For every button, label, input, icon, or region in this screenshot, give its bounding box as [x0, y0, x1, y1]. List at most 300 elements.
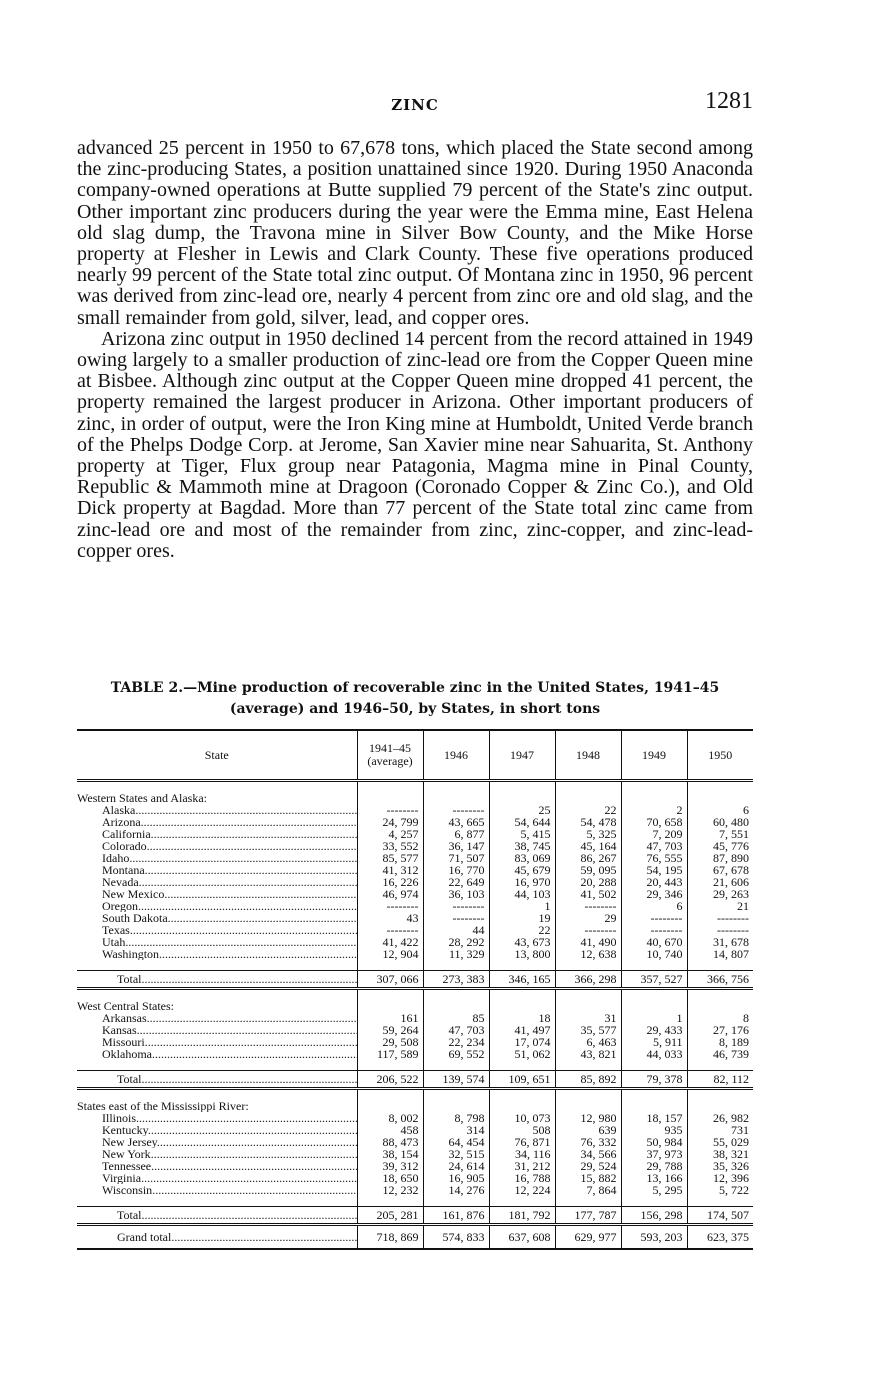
- value-cell: 14, 807: [687, 948, 753, 960]
- state-name: [77, 804, 357, 816]
- value-cell: 2: [621, 804, 687, 816]
- value-cell: --------: [423, 900, 489, 912]
- spacer-cell: [687, 781, 753, 793]
- spacer-cell: [687, 989, 753, 1001]
- state-name: [77, 948, 357, 960]
- value-cell: 29: [555, 912, 621, 924]
- spacer-cell: [357, 1060, 423, 1071]
- empty-cell: [357, 792, 423, 804]
- value-cell: 6: [621, 900, 687, 912]
- table-row: [77, 1184, 753, 1196]
- table-caption: [77, 678, 753, 720]
- value-cell: 36, 147: [423, 840, 489, 852]
- state-name: [77, 1024, 357, 1036]
- value-cell: 38, 321: [687, 1148, 753, 1160]
- value-cell: 8, 798: [423, 1112, 489, 1124]
- value-cell: 36, 103: [423, 888, 489, 900]
- total-label-text: Total .....: [117, 1071, 357, 1087]
- value-cell: 41, 312: [357, 864, 423, 876]
- value-cell: 54, 195: [621, 864, 687, 876]
- value-cell: 54, 478: [555, 816, 621, 828]
- value-cell: --------: [555, 924, 621, 936]
- value-cell: 31: [555, 1012, 621, 1024]
- spacer-cell: [77, 960, 357, 971]
- value-cell: 8, 002: [357, 1112, 423, 1124]
- total-value: 205, 281: [357, 1207, 423, 1225]
- state-name: [77, 816, 357, 828]
- value-cell: 28, 292: [423, 936, 489, 948]
- value-cell: 22: [555, 804, 621, 816]
- state-name-text: Alaska .....: [102, 804, 357, 816]
- spacer-cell: [621, 989, 687, 1001]
- value-cell: 458: [357, 1124, 423, 1136]
- value-cell: 41, 422: [357, 936, 423, 948]
- total-value: 273, 383: [423, 971, 489, 989]
- spacer-cell: [687, 960, 753, 971]
- total-row: [77, 1207, 753, 1225]
- total-value: 307, 066: [357, 971, 423, 989]
- value-cell: 64, 454: [423, 1136, 489, 1148]
- value-cell: 29, 508: [357, 1036, 423, 1048]
- state-name: [77, 1172, 357, 1184]
- value-cell: 47, 703: [621, 840, 687, 852]
- value-cell: 17, 074: [489, 1036, 555, 1048]
- value-cell: 1: [489, 900, 555, 912]
- value-cell: 44, 103: [489, 888, 555, 900]
- table-caption-line-2: (average) and 1946–50, by States, in short tons: [229, 701, 601, 717]
- value-cell: 47, 703: [423, 1024, 489, 1036]
- value-cell: 45, 679: [489, 864, 555, 876]
- section-heading: States east of the Mississippi River:: [77, 1100, 249, 1112]
- state-name-text: Washington .....: [102, 948, 357, 960]
- value-cell: --------: [687, 924, 753, 936]
- value-cell: 12, 980: [555, 1112, 621, 1124]
- value-cell: 6: [687, 804, 753, 816]
- table-row: [77, 1124, 753, 1136]
- value-cell: 46, 739: [687, 1048, 753, 1060]
- grand-total-label: [77, 1225, 357, 1250]
- value-cell: 508: [489, 1124, 555, 1136]
- value-cell: 59, 095: [555, 864, 621, 876]
- value-cell: 19: [489, 912, 555, 924]
- state-name-text: Arkansas .....: [102, 1012, 357, 1024]
- spacer-row: [77, 960, 753, 971]
- state-name-text: New Mexico .....: [102, 888, 357, 900]
- value-cell: 7, 551: [687, 828, 753, 840]
- state-name-text: Montana .....: [102, 864, 357, 876]
- total-row: [77, 971, 753, 989]
- value-cell: 21: [687, 900, 753, 912]
- spacer-cell: [77, 989, 357, 1001]
- table-row: [77, 852, 753, 864]
- state-name: [77, 1184, 357, 1196]
- total-value: 181, 792: [489, 1207, 555, 1225]
- state-name-text: Oklahoma .....: [102, 1048, 357, 1060]
- state-name: [77, 912, 357, 924]
- spacer-cell: [489, 989, 555, 1001]
- total-value: 357, 527: [621, 971, 687, 989]
- value-cell: 50, 984: [621, 1136, 687, 1148]
- section-heading-row: [77, 1000, 753, 1012]
- state-name-text: Oregon .....: [102, 900, 357, 912]
- state-name: [77, 876, 357, 888]
- value-cell: 935: [621, 1124, 687, 1136]
- empty-cell: [489, 1100, 555, 1112]
- value-cell: 27, 176: [687, 1024, 753, 1036]
- value-cell: 22, 649: [423, 876, 489, 888]
- empty-cell: [489, 792, 555, 804]
- table-row: [77, 936, 753, 948]
- state-name: [77, 888, 357, 900]
- value-cell: 39, 312: [357, 1160, 423, 1172]
- header-1947: 1947: [489, 730, 555, 781]
- state-name-text: Illinois .....: [102, 1112, 357, 1124]
- total-value: 346, 165: [489, 971, 555, 989]
- state-name: [77, 828, 357, 840]
- state-name: [77, 924, 357, 936]
- spacer-cell: [423, 960, 489, 971]
- grand-total-value: 629, 977: [555, 1225, 621, 1250]
- spacer-cell: [77, 1089, 357, 1101]
- value-cell: 34, 116: [489, 1148, 555, 1160]
- spacer-row: [77, 781, 753, 793]
- value-cell: 5, 295: [621, 1184, 687, 1196]
- value-cell: 16, 788: [489, 1172, 555, 1184]
- value-cell: 70, 658: [621, 816, 687, 828]
- page-number: 1281: [705, 88, 753, 114]
- state-name-text: Kentucky .....: [102, 1124, 357, 1136]
- state-name-text: California .....: [102, 828, 357, 840]
- section-heading-row: [77, 792, 753, 804]
- state-name-text: Tennessee .....: [102, 1160, 357, 1172]
- value-cell: 43, 665: [423, 816, 489, 828]
- total-label: [77, 1071, 357, 1089]
- grand-total-value: 637, 608: [489, 1225, 555, 1250]
- spacer-row: [77, 1060, 753, 1071]
- spacer-cell: [621, 1089, 687, 1101]
- value-cell: 24, 614: [423, 1160, 489, 1172]
- value-cell: --------: [423, 912, 489, 924]
- total-value: 161, 876: [423, 1207, 489, 1225]
- grand-total-value: 623, 375: [687, 1225, 753, 1250]
- total-value: 366, 298: [555, 971, 621, 989]
- value-cell: --------: [621, 924, 687, 936]
- empty-cell: [555, 1100, 621, 1112]
- table-row: [77, 1148, 753, 1160]
- value-cell: 731: [687, 1124, 753, 1136]
- total-row: [77, 1071, 753, 1089]
- table-row: [77, 1012, 753, 1024]
- spacer-cell: [357, 989, 423, 1001]
- paragraph-arizona: Arizona zinc output in 1950 declined 14 percent from the record attained in 1949 owing largely to a smaller production of zinc-lead ore from the Copper Queen mine at Bisbee. Although zinc output at the Copper Queen mine dropped 41 percent, the property remained the largest producer in Arizona. Other important producers of zinc, in order of output, were the Iron King mine at Humboldt, United Verde branch of the Phelps Dodge Corp. at Jerome, San Xavier mine near Sahuarita, St. Anthony property at Tiger, Flux group near Patagonia, Magma mine in Pinal County, Republic & Mammoth mine at Dragoon (Coronado Copper & Zinc Co.), and Old Dick property at Bagdad. More than 77 percent of the State total zinc came from zinc-lead ore and most of the remainder from zinc, zinc-copper, and zinc-lead-copper ores.: [77, 327, 753, 562]
- value-cell: 10, 740: [621, 948, 687, 960]
- value-cell: 55, 029: [687, 1136, 753, 1148]
- table-row: [77, 840, 753, 852]
- value-cell: 29, 433: [621, 1024, 687, 1036]
- value-cell: 46, 974: [357, 888, 423, 900]
- value-cell: 7, 209: [621, 828, 687, 840]
- value-cell: 88, 473: [357, 1136, 423, 1148]
- value-cell: 18, 157: [621, 1112, 687, 1124]
- spacer-cell: [687, 1196, 753, 1207]
- value-cell: 83, 069: [489, 852, 555, 864]
- state-name-text: New York .....: [102, 1148, 357, 1160]
- value-cell: 18: [489, 1012, 555, 1024]
- total-value: 79, 378: [621, 1071, 687, 1089]
- value-cell: 16, 905: [423, 1172, 489, 1184]
- spacer-cell: [555, 989, 621, 1001]
- spacer-row: [77, 989, 753, 1001]
- value-cell: 22: [489, 924, 555, 936]
- value-cell: 16, 226: [357, 876, 423, 888]
- total-value: 139, 574: [423, 1071, 489, 1089]
- state-name-text: Idaho .....: [102, 852, 357, 864]
- value-cell: 67, 678: [687, 864, 753, 876]
- header-1946: 1946: [423, 730, 489, 781]
- state-name: [77, 840, 357, 852]
- state-name-text: Arizona .....: [102, 816, 357, 828]
- section-heading-row: [77, 1100, 753, 1112]
- header-1941-45-years: 1941–45: [369, 741, 411, 755]
- value-cell: 10, 073: [489, 1112, 555, 1124]
- grand-total-value: 718, 869: [357, 1225, 423, 1250]
- spacer-cell: [555, 960, 621, 971]
- value-cell: 5, 722: [687, 1184, 753, 1196]
- value-cell: 4, 257: [357, 828, 423, 840]
- value-cell: 41, 497: [489, 1024, 555, 1036]
- header-1941-45: [357, 730, 423, 781]
- header-1949: 1949: [621, 730, 687, 781]
- table-row: [77, 1036, 753, 1048]
- table-row: [77, 1136, 753, 1148]
- value-cell: 29, 263: [687, 888, 753, 900]
- state-name: [77, 900, 357, 912]
- value-cell: 24, 799: [357, 816, 423, 828]
- state-name: [77, 1160, 357, 1172]
- table-body: [77, 781, 753, 1250]
- state-name: [77, 1124, 357, 1136]
- value-cell: 43, 821: [555, 1048, 621, 1060]
- state-name: [77, 1148, 357, 1160]
- state-name: [77, 936, 357, 948]
- state-name-text: South Dakota .....: [102, 912, 357, 924]
- total-label: [77, 1207, 357, 1225]
- empty-cell: [489, 1000, 555, 1012]
- total-value: 109, 651: [489, 1071, 555, 1089]
- spacer-cell: [621, 1196, 687, 1207]
- value-cell: 35, 326: [687, 1160, 753, 1172]
- spacer-row: [77, 1196, 753, 1207]
- state-name-text: Utah .....: [102, 936, 357, 948]
- spacer-cell: [687, 1089, 753, 1101]
- value-cell: 15, 882: [555, 1172, 621, 1184]
- total-label-text: Total .....: [117, 971, 357, 987]
- total-value: 366, 756: [687, 971, 753, 989]
- state-name-text: Missouri .....: [102, 1036, 357, 1048]
- table-row: [77, 900, 753, 912]
- value-cell: --------: [357, 804, 423, 816]
- spacer-cell: [357, 1196, 423, 1207]
- table-caption-line-1: TABLE 2.—Mine production of recoverable zinc in the United States, 1941–45: [110, 680, 720, 696]
- value-cell: 8, 189: [687, 1036, 753, 1048]
- table-row: [77, 1024, 753, 1036]
- spacer-cell: [77, 781, 357, 793]
- value-cell: --------: [357, 924, 423, 936]
- value-cell: 45, 776: [687, 840, 753, 852]
- value-cell: 16, 770: [423, 864, 489, 876]
- value-cell: 14, 276: [423, 1184, 489, 1196]
- spacer-cell: [687, 1060, 753, 1071]
- value-cell: 38, 154: [357, 1148, 423, 1160]
- header-state: State: [204, 747, 229, 762]
- spacer-cell: [489, 1060, 555, 1071]
- value-cell: 5, 325: [555, 828, 621, 840]
- value-cell: 18, 650: [357, 1172, 423, 1184]
- spacer-row: [77, 1089, 753, 1101]
- state-name-text: Wisconsin .....: [102, 1184, 357, 1196]
- value-cell: 31, 212: [489, 1160, 555, 1172]
- spacer-cell: [423, 1060, 489, 1071]
- table-row: [77, 1172, 753, 1184]
- value-cell: 11, 329: [423, 948, 489, 960]
- value-cell: 59, 264: [357, 1024, 423, 1036]
- spacer-cell: [423, 1089, 489, 1101]
- empty-cell: [555, 1000, 621, 1012]
- value-cell: 12, 232: [357, 1184, 423, 1196]
- value-cell: 22, 234: [423, 1036, 489, 1048]
- state-name: [77, 1048, 357, 1060]
- zinc-production-table: [77, 729, 753, 1250]
- value-cell: 29, 524: [555, 1160, 621, 1172]
- section-heading: Western States and Alaska:: [77, 792, 208, 804]
- table-header-row: [77, 730, 753, 781]
- value-cell: 41, 502: [555, 888, 621, 900]
- value-cell: 43: [357, 912, 423, 924]
- value-cell: 51, 062: [489, 1048, 555, 1060]
- state-name-text: Kansas .....: [102, 1024, 357, 1036]
- value-cell: 33, 552: [357, 840, 423, 852]
- value-cell: 85, 577: [357, 852, 423, 864]
- value-cell: 31, 678: [687, 936, 753, 948]
- value-cell: 32, 515: [423, 1148, 489, 1160]
- empty-cell: [357, 1000, 423, 1012]
- spacer-cell: [555, 1089, 621, 1101]
- value-cell: 13, 166: [621, 1172, 687, 1184]
- total-value: 177, 787: [555, 1207, 621, 1225]
- value-cell: 16, 970: [489, 876, 555, 888]
- value-cell: 86, 267: [555, 852, 621, 864]
- value-cell: 60, 480: [687, 816, 753, 828]
- state-name: [77, 1036, 357, 1048]
- spacer-cell: [555, 781, 621, 793]
- total-value: 82, 112: [687, 1071, 753, 1089]
- value-cell: 76, 871: [489, 1136, 555, 1148]
- spacer-cell: [423, 989, 489, 1001]
- spacer-cell: [357, 1089, 423, 1101]
- value-cell: 7, 864: [555, 1184, 621, 1196]
- table-row: [77, 912, 753, 924]
- spacer-cell: [621, 781, 687, 793]
- grand-total-label-text: Grand total .....: [117, 1226, 357, 1248]
- table-row: [77, 864, 753, 876]
- value-cell: 29, 346: [621, 888, 687, 900]
- value-cell: 44: [423, 924, 489, 936]
- state-name: [77, 852, 357, 864]
- empty-cell: [423, 1000, 489, 1012]
- spacer-cell: [489, 960, 555, 971]
- value-cell: 34, 566: [555, 1148, 621, 1160]
- value-cell: 44, 033: [621, 1048, 687, 1060]
- state-name-text: Nevada .....: [102, 876, 357, 888]
- grand-total-row: [77, 1225, 753, 1250]
- empty-cell: [621, 792, 687, 804]
- table-row: [77, 876, 753, 888]
- value-cell: 35, 577: [555, 1024, 621, 1036]
- total-value: 85, 892: [555, 1071, 621, 1089]
- table-row: [77, 1160, 753, 1172]
- spacer-cell: [621, 1060, 687, 1071]
- value-cell: 41, 490: [555, 936, 621, 948]
- value-cell: 1: [621, 1012, 687, 1024]
- table-row: [77, 948, 753, 960]
- value-cell: 45, 164: [555, 840, 621, 852]
- running-head: ZINC: [391, 96, 439, 114]
- value-cell: 6, 877: [423, 828, 489, 840]
- header-1948: 1948: [555, 730, 621, 781]
- value-cell: 76, 332: [555, 1136, 621, 1148]
- value-cell: 639: [555, 1124, 621, 1136]
- spacer-cell: [357, 781, 423, 793]
- value-cell: 12, 224: [489, 1184, 555, 1196]
- header-1950: 1950: [687, 730, 753, 781]
- value-cell: --------: [357, 900, 423, 912]
- spacer-cell: [489, 781, 555, 793]
- value-cell: 37, 973: [621, 1148, 687, 1160]
- table-row: [77, 1048, 753, 1060]
- value-cell: 5, 415: [489, 828, 555, 840]
- spacer-cell: [621, 960, 687, 971]
- table-row: [77, 888, 753, 900]
- empty-cell: [555, 792, 621, 804]
- value-cell: 26, 982: [687, 1112, 753, 1124]
- state-name-text: Virginia .....: [102, 1172, 357, 1184]
- value-cell: 71, 507: [423, 852, 489, 864]
- value-cell: 85: [423, 1012, 489, 1024]
- value-cell: 117, 589: [357, 1048, 423, 1060]
- spacer-cell: [77, 1196, 357, 1207]
- total-value: 174, 507: [687, 1207, 753, 1225]
- value-cell: 12, 396: [687, 1172, 753, 1184]
- grand-total-value: 593, 203: [621, 1225, 687, 1250]
- body-text: [77, 138, 753, 562]
- empty-cell: [687, 792, 753, 804]
- state-name-text: Colorado .....: [102, 840, 357, 852]
- value-cell: --------: [621, 912, 687, 924]
- spacer-cell: [489, 1089, 555, 1101]
- value-cell: 40, 670: [621, 936, 687, 948]
- spacer-cell: [555, 1060, 621, 1071]
- spacer-cell: [423, 1196, 489, 1207]
- state-name: [77, 1136, 357, 1148]
- value-cell: 38, 745: [489, 840, 555, 852]
- value-cell: 54, 644: [489, 816, 555, 828]
- total-label-text: Total .....: [117, 1207, 357, 1223]
- paragraph-montana: advanced 25 percent in 1950 to 67,678 tons, which placed the State second among the zinc-producing States, a position unattained since 1920. During 1950 Anaconda company-owned operations at Butte supplied 79 percent of the State's zinc output. Other important zinc producers during the year were the Emma mine, East Helena old slag dump, the Travona mine in Silver Bow County, and the Mike Horse property at Flesher in Lewis and Clark County. These five operations produced nearly 99 percent of the State total zinc output. Of Montana zinc in 1950, 96 percent was derived from zinc-lead ore, nearly 4 percent from zinc ore and old slag, and the small remainder from gold, silver, lead, and copper ores.: [77, 137, 753, 329]
- empty-cell: [621, 1000, 687, 1012]
- total-value: 156, 298: [621, 1207, 687, 1225]
- value-cell: 21, 606: [687, 876, 753, 888]
- value-cell: 13, 800: [489, 948, 555, 960]
